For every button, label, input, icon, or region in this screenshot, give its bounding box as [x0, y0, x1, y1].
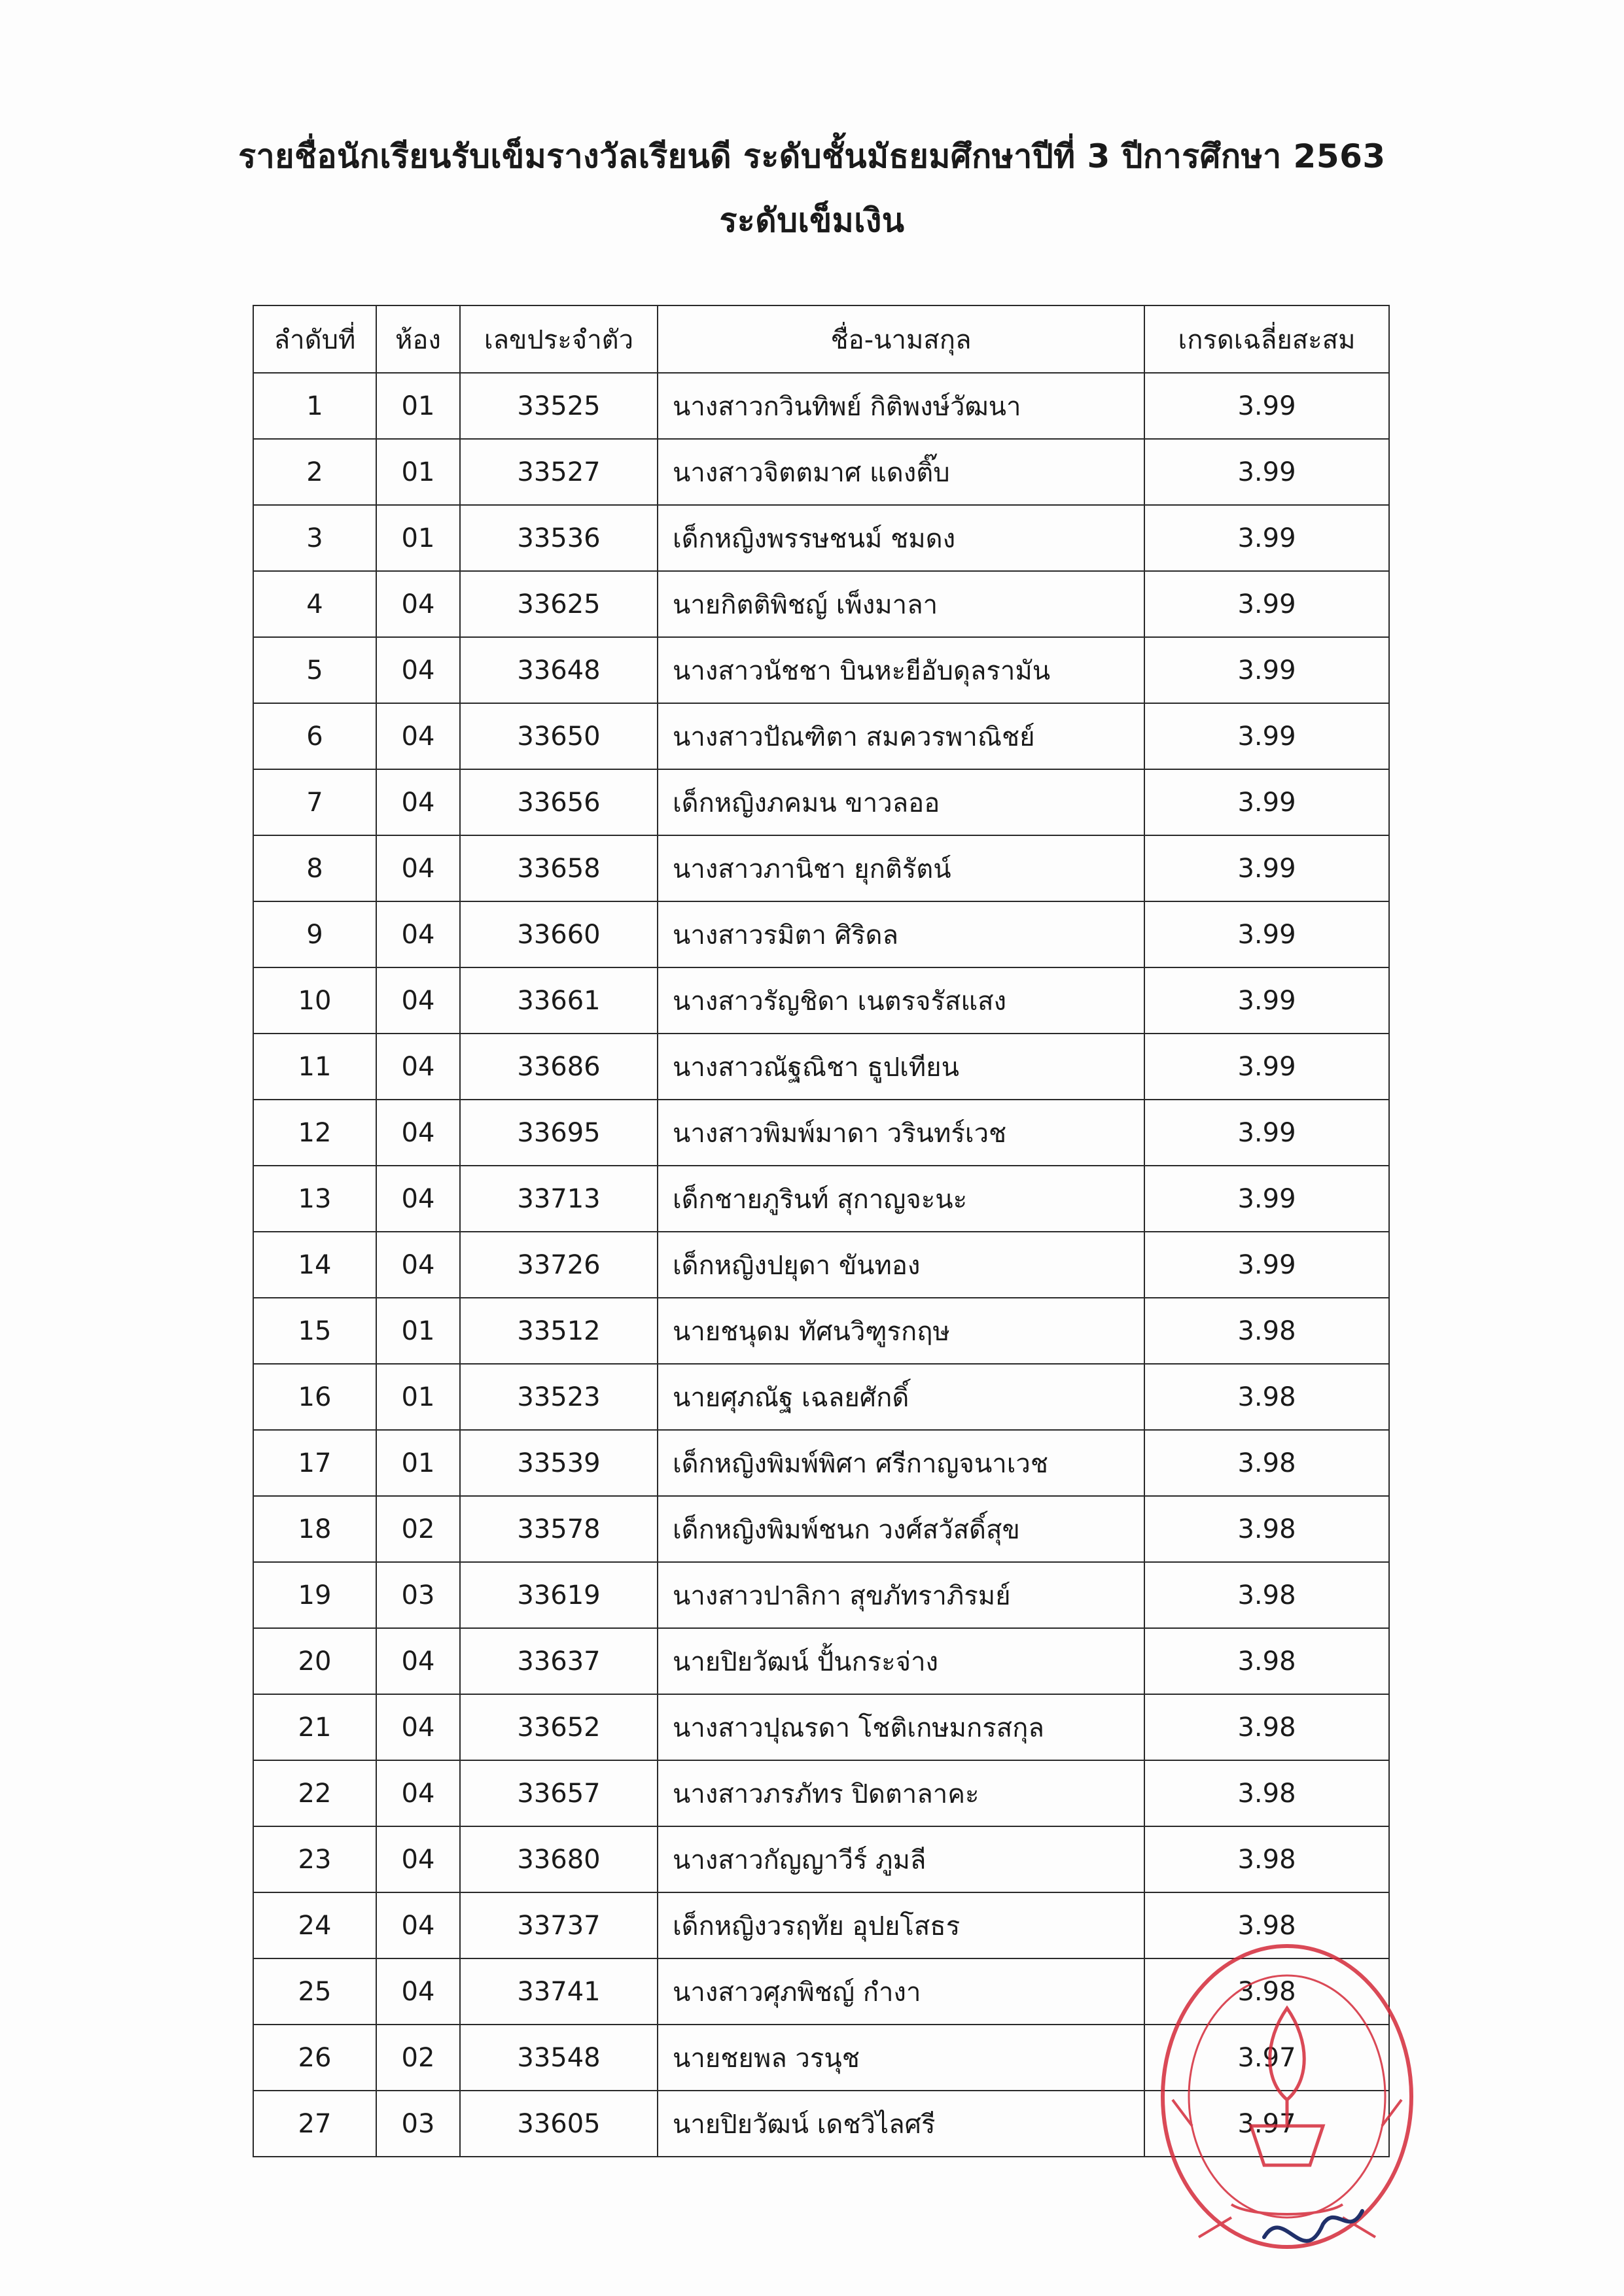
cell-gpa: 3.99 [1144, 373, 1389, 439]
cell-order-no: 9 [253, 901, 376, 967]
cell-room: 04 [376, 1760, 460, 1826]
cell-gpa: 3.99 [1144, 571, 1389, 637]
table-row [253, 835, 1389, 901]
cell-full-name: เด็กหญิงพิมพ์พิศา ศรีกาญจนาเวช [658, 1430, 1144, 1496]
cell-gpa: 3.98 [1144, 1298, 1389, 1364]
table-row [253, 1430, 1389, 1496]
cell-full-name: นางสาวพิมพ์มาดา วรินทร์เวช [658, 1100, 1144, 1166]
cell-order-no: 8 [253, 835, 376, 901]
cell-student-id: 33656 [460, 769, 658, 835]
cell-room: 04 [376, 571, 460, 637]
cell-full-name: นายชนุดม ทัศนวิฑูรกฤษ [658, 1298, 1144, 1364]
cell-full-name: นางสาวรัญชิดา เนตรจรัสแสง [658, 967, 1144, 1034]
table-row [253, 1034, 1389, 1100]
cell-student-id: 33619 [460, 1562, 658, 1628]
cell-full-name: นางสาวศุภพิชญ์ กำงา [658, 1958, 1144, 2025]
cell-full-name: นางสาวกัญญาวีร์ ภูมลี [658, 1826, 1144, 1892]
header-gpa: เกรดเฉลี่ยสะสม [1144, 305, 1389, 373]
cell-student-id: 33680 [460, 1826, 658, 1892]
cell-gpa: 3.98 [1144, 1364, 1389, 1430]
cell-room: 01 [376, 373, 460, 439]
table-row [253, 1562, 1389, 1628]
cell-gpa: 3.98 [1144, 1430, 1389, 1496]
cell-full-name: นางสาวปัณฑิตา สมควรพาณิชย์ [658, 703, 1144, 769]
cell-room: 04 [376, 703, 460, 769]
table-row [253, 769, 1389, 835]
cell-student-id: 33741 [460, 1958, 658, 2025]
cell-order-no: 3 [253, 505, 376, 571]
cell-gpa: 3.98 [1144, 1958, 1389, 2025]
cell-gpa: 3.98 [1144, 1628, 1389, 1694]
cell-room: 04 [376, 1100, 460, 1166]
cell-order-no: 21 [253, 1694, 376, 1760]
table-row [253, 1628, 1389, 1694]
cell-student-id: 33713 [460, 1166, 658, 1232]
cell-gpa: 3.99 [1144, 505, 1389, 571]
cell-full-name: นางสาวณัฐณิชา ธูปเทียน [658, 1034, 1144, 1100]
cell-gpa: 3.99 [1144, 967, 1389, 1034]
cell-student-id: 33523 [460, 1364, 658, 1430]
cell-order-no: 16 [253, 1364, 376, 1430]
cell-room: 04 [376, 1166, 460, 1232]
table-row [253, 1694, 1389, 1760]
cell-room: 04 [376, 1826, 460, 1892]
cell-gpa: 3.97 [1144, 2025, 1389, 2091]
cell-student-id: 33525 [460, 373, 658, 439]
cell-room: 04 [376, 769, 460, 835]
cell-room: 04 [376, 1628, 460, 1694]
cell-full-name: นายปิยวัฒน์ เดชวิไลศรี [658, 2091, 1144, 2157]
document-title: รายชื่อนักเรียนรับเข็มรางวัลเรียนดี ระดับชั้นมัธยมศึกษาปีที่ 3 ปีการศึกษา 2563 [238, 137, 1386, 175]
cell-student-id: 33539 [460, 1430, 658, 1496]
cell-gpa: 3.98 [1144, 1694, 1389, 1760]
header-student-id: เลขประจำตัว [460, 305, 658, 373]
cell-full-name: นายศุภณัฐ เฉลยศักดิ์ [658, 1364, 1144, 1430]
cell-full-name: นางสาวภานิชา ยุกติรัตน์ [658, 835, 1144, 901]
table-row [253, 439, 1389, 505]
cell-order-no: 7 [253, 769, 376, 835]
table-row [253, 505, 1389, 571]
cell-order-no: 20 [253, 1628, 376, 1694]
cell-order-no: 22 [253, 1760, 376, 1826]
cell-gpa: 3.99 [1144, 1100, 1389, 1166]
cell-room: 04 [376, 835, 460, 901]
cell-gpa: 3.98 [1144, 1760, 1389, 1826]
cell-full-name: เด็กหญิงพรรษชนม์ ชมดง [658, 505, 1144, 571]
cell-student-id: 33650 [460, 703, 658, 769]
cell-full-name: นายปิยวัฒน์ ปั้นกระจ่าง [658, 1628, 1144, 1694]
cell-full-name: นางสาวรมิตา ศิริดล [658, 901, 1144, 967]
cell-room: 04 [376, 1034, 460, 1100]
cell-gpa: 3.99 [1144, 703, 1389, 769]
signature-mark [1264, 2211, 1362, 2241]
cell-student-id: 33637 [460, 1628, 658, 1694]
cell-student-id: 33625 [460, 571, 658, 637]
cell-full-name: เด็กหญิงปยุดา ขันทอง [658, 1232, 1144, 1298]
document-subtitle: ระดับเข็มเงิน [719, 201, 905, 239]
cell-room: 02 [376, 1496, 460, 1562]
table-row [253, 1232, 1389, 1298]
cell-student-id: 33648 [460, 637, 658, 703]
cell-gpa: 3.98 [1144, 1562, 1389, 1628]
student-award-table [253, 305, 1390, 2157]
cell-room: 01 [376, 1364, 460, 1430]
cell-student-id: 33737 [460, 1892, 658, 1958]
cell-room: 04 [376, 901, 460, 967]
header-order-no: ลำดับที่ [253, 305, 376, 373]
cell-order-no: 24 [253, 1892, 376, 1958]
cell-student-id: 33652 [460, 1694, 658, 1760]
cell-gpa: 3.99 [1144, 901, 1389, 967]
cell-room: 04 [376, 1892, 460, 1958]
table-row [253, 967, 1389, 1034]
cell-student-id: 33661 [460, 967, 658, 1034]
cell-room: 01 [376, 1298, 460, 1364]
table-header-row [253, 305, 1389, 373]
cell-order-no: 10 [253, 967, 376, 1034]
cell-gpa: 3.99 [1144, 1034, 1389, 1100]
cell-order-no: 12 [253, 1100, 376, 1166]
table-body [253, 373, 1389, 2157]
cell-full-name: เด็กชายภูรินท์ สุกาญจะนะ [658, 1166, 1144, 1232]
cell-full-name: นางสาวปาลิกา สุขภัทราภิรมย์ [658, 1562, 1144, 1628]
cell-full-name: เด็กหญิงวรฤทัย อุปยโสธร [658, 1892, 1144, 1958]
cell-student-id: 33527 [460, 439, 658, 505]
cell-full-name: นางสาวนัชชา บินหะยีอับดุลรามัน [658, 637, 1144, 703]
cell-full-name: เด็กหญิงภคมน ขาวลออ [658, 769, 1144, 835]
cell-order-no: 25 [253, 1958, 376, 2025]
cell-gpa: 3.99 [1144, 439, 1389, 505]
table-row [253, 637, 1389, 703]
cell-gpa: 3.99 [1144, 1232, 1389, 1298]
cell-room: 04 [376, 1694, 460, 1760]
cell-student-id: 33536 [460, 505, 658, 571]
cell-full-name: นายกิตติพิชญ์ เพ็งมาลา [658, 571, 1144, 637]
table-row [253, 373, 1389, 439]
table-row [253, 1166, 1389, 1232]
cell-student-id: 33578 [460, 1496, 658, 1562]
cell-gpa: 3.98 [1144, 1826, 1389, 1892]
table-row [253, 571, 1389, 637]
cell-full-name: นางสาวจิตตมาศ แดงติ๊บ [658, 439, 1144, 505]
cell-student-id: 33548 [460, 2025, 658, 2091]
cell-gpa: 3.99 [1144, 769, 1389, 835]
cell-student-id: 33660 [460, 901, 658, 967]
cell-order-no: 18 [253, 1496, 376, 1562]
cell-student-id: 33695 [460, 1100, 658, 1166]
table-row [253, 1958, 1389, 2025]
cell-room: 01 [376, 439, 460, 505]
cell-full-name: นางสาวภรภัทร ปิดตาลาคะ [658, 1760, 1144, 1826]
cell-full-name: นางสาวกวินทิพย์ กิติพงษ์วัฒนา [658, 373, 1144, 439]
cell-room: 03 [376, 1562, 460, 1628]
cell-gpa: 3.99 [1144, 637, 1389, 703]
table-row [253, 703, 1389, 769]
cell-order-no: 14 [253, 1232, 376, 1298]
cell-gpa: 3.99 [1144, 1166, 1389, 1232]
cell-student-id: 33512 [460, 1298, 658, 1364]
cell-full-name: เด็กหญิงพิมพ์ชนก วงศ์สวัสดิ์สุข [658, 1496, 1144, 1562]
header-room: ห้อง [376, 305, 460, 373]
table-row [253, 1826, 1389, 1892]
cell-order-no: 15 [253, 1298, 376, 1364]
cell-order-no: 6 [253, 703, 376, 769]
cell-order-no: 17 [253, 1430, 376, 1496]
cell-order-no: 13 [253, 1166, 376, 1232]
cell-order-no: 26 [253, 2025, 376, 2091]
cell-gpa: 3.97 [1144, 2091, 1389, 2157]
cell-room: 02 [376, 2025, 460, 2091]
table-row [253, 1760, 1389, 1826]
table-row [253, 1364, 1389, 1430]
cell-room: 04 [376, 967, 460, 1034]
table-row [253, 1892, 1389, 1958]
table-row [253, 1100, 1389, 1166]
cell-gpa: 3.98 [1144, 1496, 1389, 1562]
table-row [253, 2091, 1389, 2157]
cell-room: 01 [376, 505, 460, 571]
cell-order-no: 11 [253, 1034, 376, 1100]
cell-student-id: 33605 [460, 2091, 658, 2157]
table-row [253, 2025, 1389, 2091]
cell-room: 04 [376, 1958, 460, 2025]
cell-room: 01 [376, 1430, 460, 1496]
cell-gpa: 3.98 [1144, 1892, 1389, 1958]
table-row [253, 901, 1389, 967]
cell-student-id: 33726 [460, 1232, 658, 1298]
cell-student-id: 33686 [460, 1034, 658, 1100]
cell-order-no: 2 [253, 439, 376, 505]
cell-full-name: นายชยพล วรนุช [658, 2025, 1144, 2091]
cell-order-no: 5 [253, 637, 376, 703]
cell-student-id: 33657 [460, 1760, 658, 1826]
header-full-name: ชื่อ-นามสกุล [658, 305, 1144, 373]
cell-order-no: 1 [253, 373, 376, 439]
cell-order-no: 4 [253, 571, 376, 637]
cell-student-id: 33658 [460, 835, 658, 901]
table-row [253, 1298, 1389, 1364]
cell-room: 04 [376, 1232, 460, 1298]
cell-order-no: 27 [253, 2091, 376, 2157]
cell-gpa: 3.99 [1144, 835, 1389, 901]
cell-order-no: 19 [253, 1562, 376, 1628]
cell-room: 04 [376, 637, 460, 703]
table-row [253, 1496, 1389, 1562]
cell-order-no: 23 [253, 1826, 376, 1892]
cell-room: 03 [376, 2091, 460, 2157]
cell-full-name: นางสาวปุณรดา โชติเกษมกรสกุล [658, 1694, 1144, 1760]
